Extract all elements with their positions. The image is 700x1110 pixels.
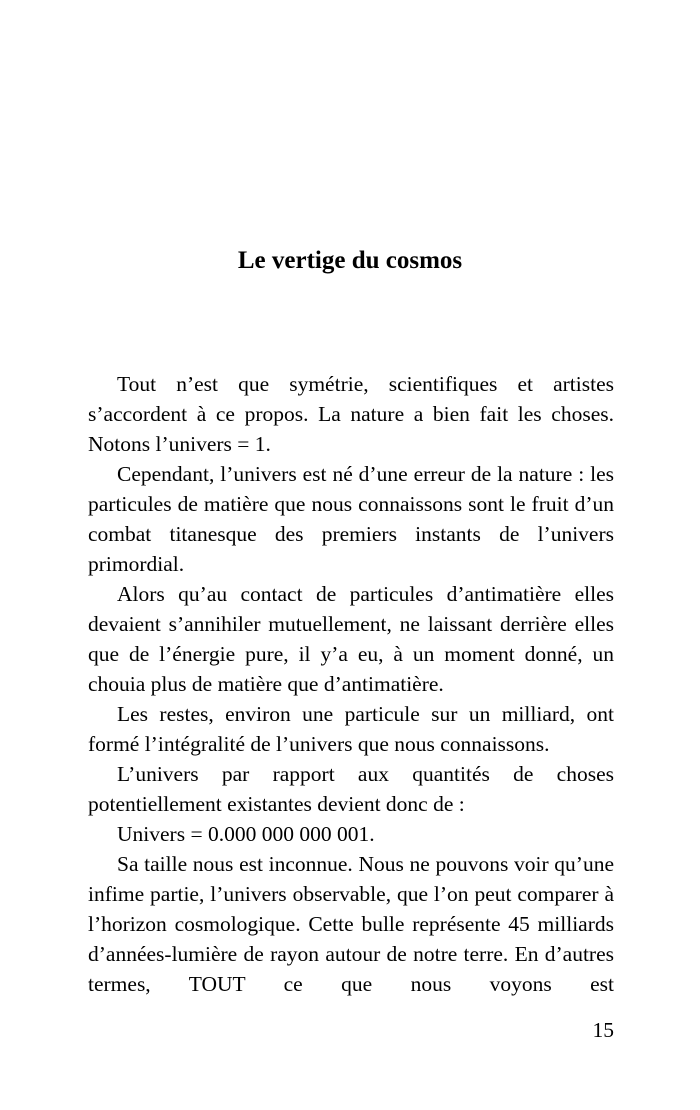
paragraph-4: Les restes, environ une particule sur un milliard, ont formé l’intégralité de l’univers que nous connaissons. xyxy=(88,702,614,756)
paragraph-5: L’univers par rapport aux quantités de choses potentiellement existantes devient donc de : xyxy=(88,762,614,816)
chapter-title: Le vertige du cosmos xyxy=(237,247,463,274)
paragraph-3: Alors qu’au contact de particules d’antimatière elles devaient s’annihiler mutuellement, ne laissant derrière elles que de l’énergie pure, il y’a eu, à un moment donné, un chouia plus de matière que d’antimatière. xyxy=(88,582,614,696)
paragraph-6: Univers = 0.000 000 000 001. xyxy=(117,822,375,846)
body-text xyxy=(88,369,614,999)
paragraph-1: Tout n’est que symétrie, scientifiques et artistes s’accordent à ce propos. La nature a bien fait les choses. Notons l’univers = 1. xyxy=(88,372,614,456)
paragraph-2: Cependant, l’univers est né d’une erreur de la nature : les particules de matière que nous connaissons sont le fruit d’un combat titanesque des premiers instants de l’univers primordial. xyxy=(88,462,614,576)
page-number: 15 xyxy=(592,1018,614,1042)
paragraph-7: Sa taille nous est inconnue. Nous ne pouvons voir qu’une infime partie, l’univers observable, que l’on peut comparer à l’horizon cosmologique. Cette bulle représente 45 milliards d’années-lumière de rayon autour de notre terre. En d’autres termes, TOUT ce que nous voyons est xyxy=(88,852,614,996)
